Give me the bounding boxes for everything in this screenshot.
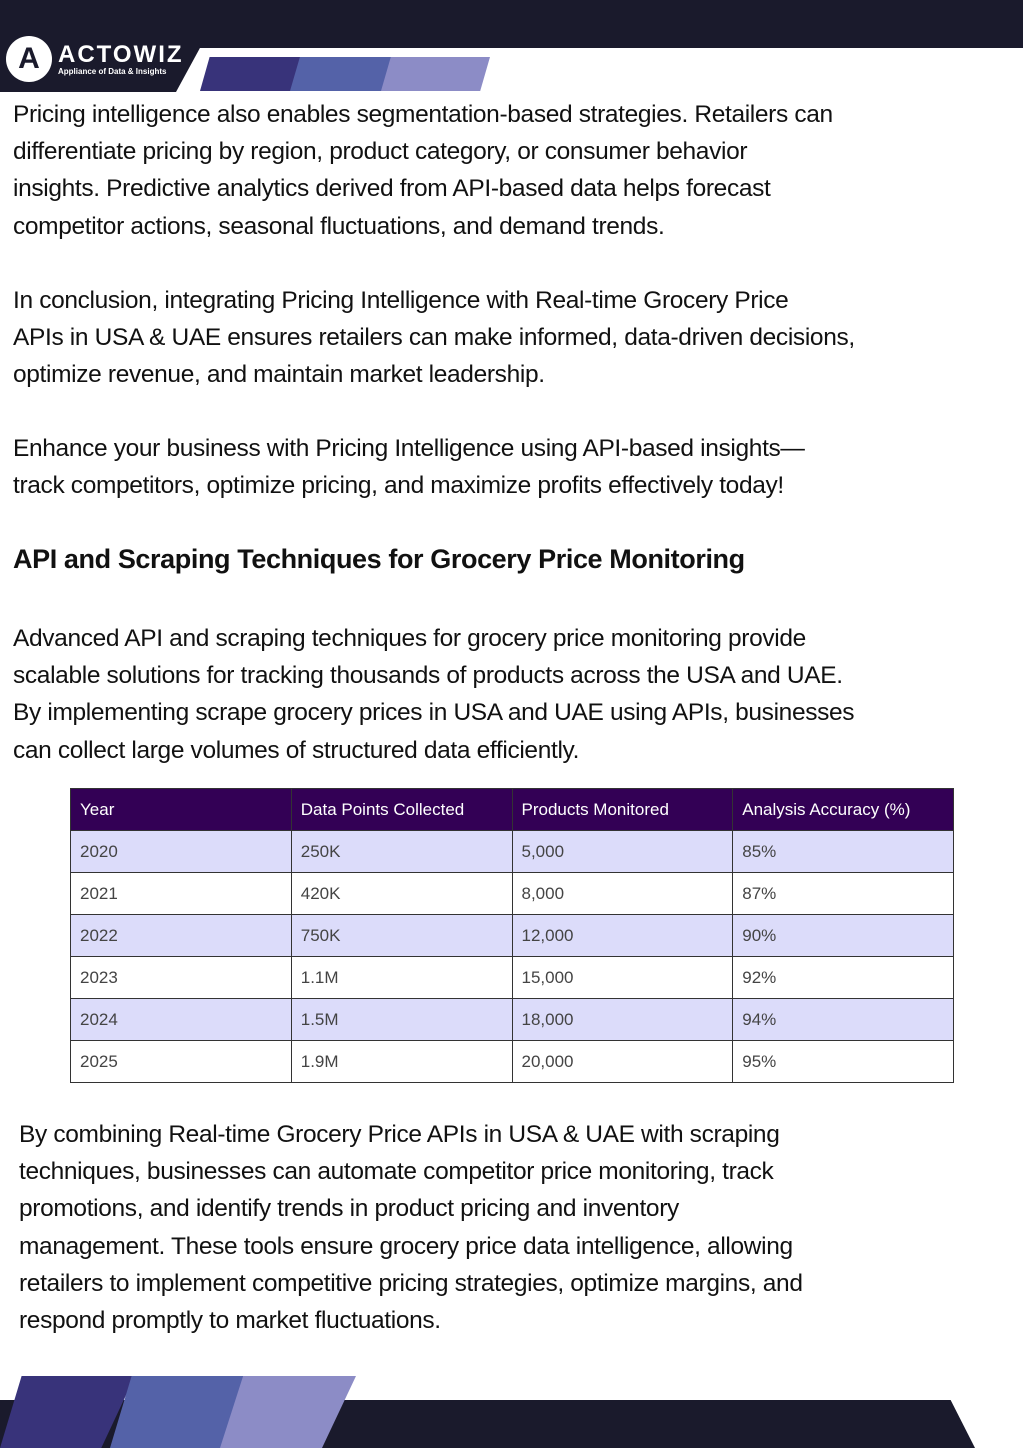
text-line: Advanced API and scraping techniques for grocery price monitoring provide	[13, 625, 806, 652]
table-cell: 2025	[71, 1041, 292, 1083]
paragraph-segmentation	[13, 96, 833, 245]
table-cell: 250K	[291, 831, 512, 873]
text-line: management. These tools ensure grocery price data intelligence, allowing	[19, 1232, 793, 1260]
table-cell: 2024	[71, 999, 292, 1041]
table-cell: 85%	[733, 831, 954, 873]
table-cell: 2023	[71, 957, 292, 999]
column-header: Analysis Accuracy (%)	[733, 789, 954, 831]
table-row	[71, 1041, 954, 1083]
table-cell: 92%	[733, 957, 954, 999]
text-line: optimize revenue, and maintain market leadership.	[13, 361, 545, 389]
table-cell: 1.9M	[291, 1041, 512, 1083]
text-line: scalable solutions for tracking thousands of products across the USA and UAE.	[13, 662, 843, 690]
text-line: Pricing intelligence also enables segmentation-based strategies. Retailers can	[13, 101, 833, 128]
text-line: track competitors, optimize pricing, and maximize profits effectively today!	[13, 472, 784, 500]
header-stripe-3	[381, 57, 490, 91]
text-line: can collect large volumes of structured data efficiently.	[13, 736, 580, 764]
table-cell: 90%	[733, 915, 954, 957]
paragraph-enhance	[13, 430, 805, 504]
text-line: techniques, businesses can automate competitor price monitoring, track	[19, 1158, 774, 1186]
logo-name: ACTOWIZ	[58, 40, 184, 68]
text-line: By implementing scrape grocery prices in USA and UAE using APIs, businesses	[13, 699, 855, 727]
table-row	[71, 957, 954, 999]
column-header: Year	[71, 789, 292, 831]
table-cell: 5,000	[512, 831, 733, 873]
paragraph-advanced	[13, 620, 854, 769]
logo-tagline: Appliance of Data & Insights	[58, 66, 167, 76]
table-row	[71, 999, 954, 1041]
table-cell: 2022	[71, 915, 292, 957]
table-cell: 18,000	[512, 999, 733, 1041]
text-line: differentiate pricing by region, product category, or consumer behavior	[13, 138, 748, 166]
text-line: Enhance your business with Pricing Intelligence using API-based insights—	[13, 435, 805, 462]
paragraph-conclusion	[13, 282, 855, 394]
paragraph-combining	[19, 1116, 803, 1339]
table-cell: 2020	[71, 831, 292, 873]
table-cell: 12,000	[512, 915, 733, 957]
table-row	[71, 915, 954, 957]
actowiz-logo	[6, 36, 184, 82]
table-cell: 1.1M	[291, 957, 512, 999]
table-cell: 420K	[291, 873, 512, 915]
text-line: By combining Real-time Grocery Price APIs in USA & UAE with scraping	[19, 1121, 780, 1148]
table-row	[71, 831, 954, 873]
table-cell: 15,000	[512, 957, 733, 999]
column-header: Data Points Collected	[291, 789, 512, 831]
table-cell: 8,000	[512, 873, 733, 915]
text-line: respond promptly to market fluctuations.	[19, 1306, 441, 1334]
data-table	[70, 788, 954, 1083]
table-cell: 87%	[733, 873, 954, 915]
table-header-row	[71, 789, 954, 831]
logo-a-icon: A	[6, 36, 52, 82]
table-row	[71, 873, 954, 915]
table-cell: 94%	[733, 999, 954, 1041]
table-cell: 2021	[71, 873, 292, 915]
text-line: APIs in USA & UAE ensures retailers can make informed, data-driven decisions,	[13, 324, 855, 352]
section-heading: API and Scraping Techniques for Grocery Price Monitoring	[13, 544, 745, 574]
text-line: competitor actions, seasonal fluctuations, and demand trends.	[13, 212, 665, 240]
text-line: insights. Predictive analytics derived from API-based data helps forecast	[13, 175, 771, 203]
table-cell: 750K	[291, 915, 512, 957]
text-line: promotions, and identify trends in product pricing and inventory	[19, 1195, 679, 1223]
text-line: In conclusion, integrating Pricing Intelligence with Real-time Grocery Price	[13, 287, 789, 314]
text-line: retailers to implement competitive pricing strategies, optimize margins, and	[19, 1269, 803, 1297]
column-header: Products Monitored	[512, 789, 733, 831]
table-cell: 1.5M	[291, 999, 512, 1041]
table-cell: 20,000	[512, 1041, 733, 1083]
table-cell: 95%	[733, 1041, 954, 1083]
